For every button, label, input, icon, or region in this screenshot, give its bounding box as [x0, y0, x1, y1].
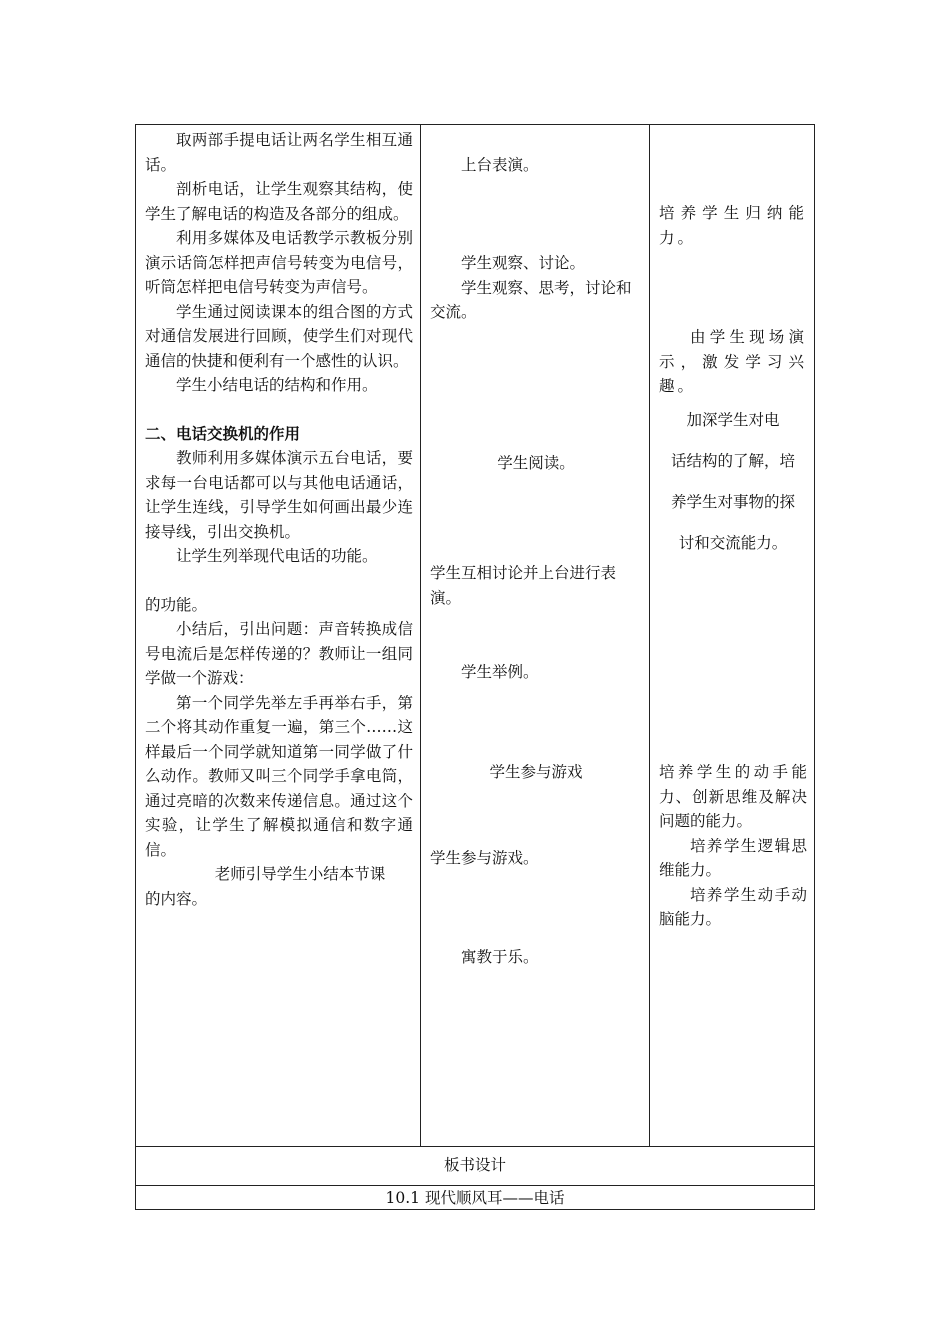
- teacher-para: 利用多媒体及电话教学示教板分别演示话筒怎样把声信号转变为电信号，听筒怎样把电信号转变为声信号。: [145, 229, 413, 296]
- purpose-line: 话结构的了解，培: [670, 452, 795, 470]
- teacher-para: 剖析电话，让学生观察其结构，使学生了解电话的构造及各部分的组成。: [145, 180, 413, 223]
- purpose-para: 培养学生的动手能力、创新思维及解决问题的能力。: [659, 763, 807, 830]
- student-para: 上台表演。: [461, 156, 539, 174]
- teacher-para: 教师利用多媒体演示五台电话，要求每一台电话都可以与其他电话通话，让学生连线，引导学生如何画出最少连接导线，引出交换机。: [145, 449, 413, 541]
- purpose-3: [659, 400, 807, 564]
- student-para: 学生参与游戏: [489, 763, 583, 781]
- student-para: 学生观察、思考，讨论和交流。: [430, 278, 632, 321]
- teacher-para: 的内容。: [145, 889, 208, 908]
- student-activity-8: [430, 945, 642, 970]
- student-para: 寓教于乐。: [461, 948, 539, 966]
- spacer: [145, 398, 413, 422]
- student-para: 学生阅读。: [497, 454, 575, 472]
- teacher-para: 取两部手提电话让两名学生相互通话。: [145, 131, 413, 174]
- student-para: 学生观察、讨论。: [461, 254, 586, 272]
- purpose-para: 由学生现场演示，激发学习兴趣。: [659, 328, 807, 395]
- row-divider-1: [136, 1146, 814, 1147]
- lesson-table: [135, 124, 815, 1210]
- purpose-line: 养学生对事物的探: [670, 493, 795, 511]
- purpose-line: 加深学生对电: [686, 411, 780, 429]
- student-activity-3: [430, 451, 642, 476]
- board-design-label: 板书设计: [443, 1156, 506, 1174]
- teacher-para: 的功能。: [145, 595, 208, 614]
- purpose-para: 培养学生动手动脑能力。: [659, 885, 807, 928]
- teacher-activity-cell: [145, 128, 413, 911]
- purpose-4: [659, 760, 807, 932]
- student-activity-7: [430, 846, 642, 871]
- section-heading: 二、电话交换机的作用: [145, 423, 301, 443]
- purpose-line: 讨和交流能力。: [678, 534, 788, 552]
- student-para: 学生举例。: [461, 663, 539, 681]
- column-divider-2: [649, 125, 650, 1147]
- spacer: [145, 569, 413, 593]
- teacher-para: 让学生列举现代电话的功能。: [176, 547, 378, 565]
- teacher-para: 学生通过阅读课本的组合图的方式对通信发展进行回顾，使学生们对现代通信的快捷和便利有一个感性的认识。: [145, 302, 413, 370]
- teacher-para: 学生小结电话的结构和作用。: [176, 376, 378, 394]
- teacher-para: 老师引导学生小结本节课: [214, 865, 386, 883]
- purpose-2: [659, 325, 807, 399]
- board-title: 10.1 现代顺风耳——电话: [385, 1189, 565, 1207]
- student-activity-2: [430, 251, 642, 325]
- purpose-para: 培养学生归纳能力。: [659, 204, 807, 247]
- student-activity-5: [430, 660, 642, 685]
- student-para: 学生参与游戏。: [430, 849, 539, 867]
- teacher-para: 第一个同学先举左手再举右手，第二个将其动作重复一遍，第三个……这样最后一个同学就知道第一同学做了什么动作。教师又叫三个同学手拿电筒，通过亮暗的次数来传递信息。通过这个实验，让学生了解模拟通信和数字通信。: [145, 693, 413, 859]
- row-divider-2: [136, 1185, 814, 1186]
- teacher-para: 小结后，引出问题：声音转换成信号电流后是怎样传递的？教师让一组同学做一个游戏：: [145, 620, 413, 687]
- student-para: 学生互相讨论并上台进行表演。: [430, 564, 617, 607]
- purpose-1: [659, 201, 807, 250]
- student-activity-1: [430, 153, 642, 178]
- student-activity-4: [430, 561, 642, 610]
- purpose-para: 培养学生逻辑思维能力。: [659, 836, 807, 879]
- column-divider-1: [420, 125, 421, 1147]
- student-activity-6: [430, 760, 642, 785]
